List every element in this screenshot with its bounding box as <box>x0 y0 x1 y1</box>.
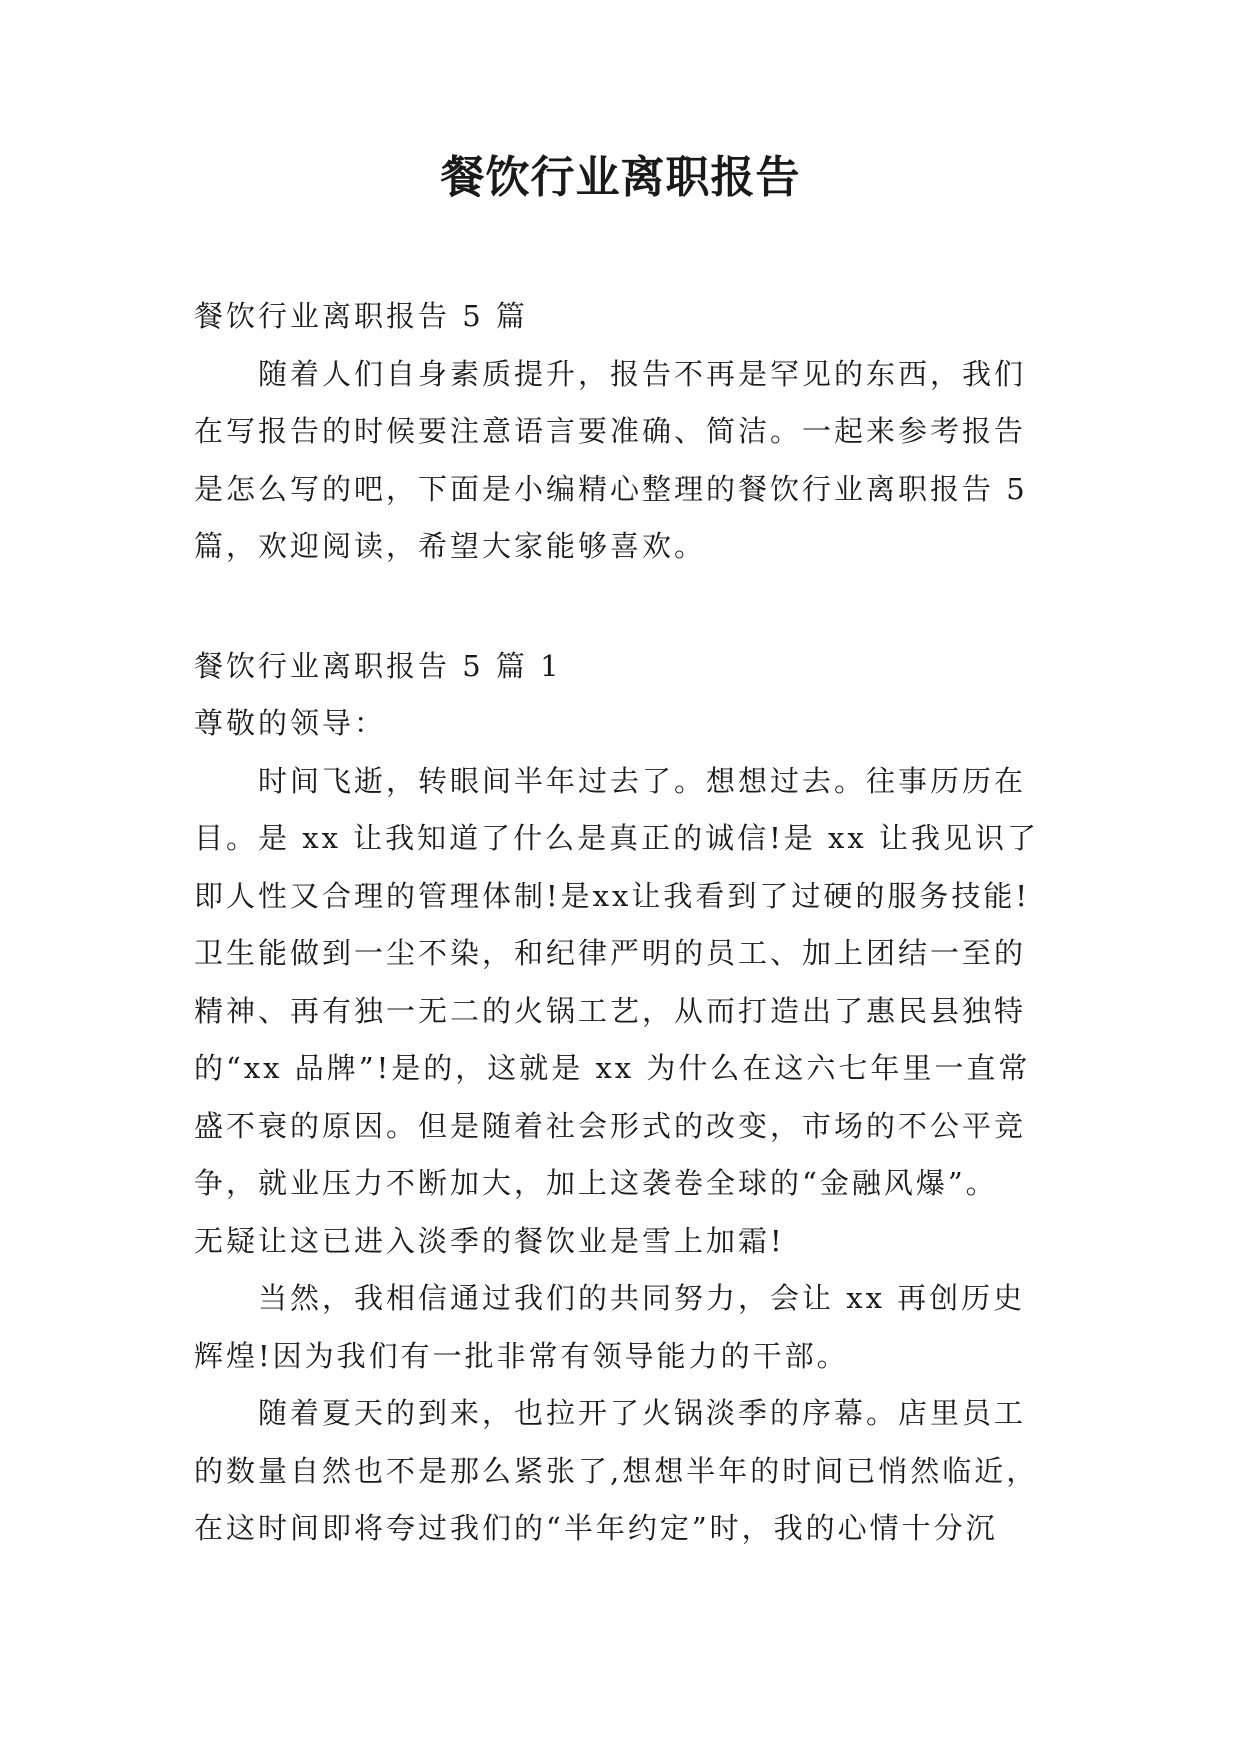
intro-paragraph <box>194 346 1054 576</box>
paragraph-line: 辉煌!因为我们有一批非常有领导能力的干部。 <box>194 1338 849 1373</box>
intro-line: 随着人们自身素质提升，报告不再是罕见的东西，我们 <box>258 356 1027 391</box>
paragraph-line: 争，就业压力不断加大，加上这袭卷全球的“金融风爆”。 <box>194 1166 998 1200</box>
intro-line: 在写报告的时候要注意语言要准确、简洁。一起来参考报告 <box>194 414 1027 448</box>
intro-line: 篇，欢迎阅读，希望大家能够喜欢。 <box>194 529 707 563</box>
subtitle: 餐饮行业离职报告 5 篇 <box>194 299 528 333</box>
intro-line: 是怎么写的吧，下面是小编精心整理的餐饮行业离职报告 5 <box>194 471 1028 506</box>
paragraph-line: 的“xx 品牌”!是的，这就是 xx 为什么在这六七年里一直常 <box>194 1051 1031 1085</box>
section-spacer <box>194 576 1054 638</box>
paragraph-line: 目。是 xx 让我知道了什么是真正的诚信!是 xx 让我见识了 <box>194 821 1039 855</box>
paragraph-line: 卫生能做到一尘不染，和纪律严明的员工、加上团结一至的 <box>194 936 1027 970</box>
paragraph-line: 盛不衰的原因。但是随着社会形式的改变，市场的不公平竞 <box>194 1108 1027 1143</box>
body-paragraph-3 <box>194 1385 1054 1558</box>
paragraph-line: 即人性又合理的管理体制!是xx让我看到了过硬的服务技能! <box>194 878 1031 913</box>
document-body <box>194 288 1054 1558</box>
paragraph-line: 精神、再有独一无二的火锅工艺，从而打造出了惠民县独特 <box>194 993 1027 1028</box>
document-title: 餐饮行业离职报告 <box>440 152 801 203</box>
paragraph-line: 在这时间即将夸过我们的“半年约定”时，我的心情十分沉 <box>194 1511 998 1545</box>
paragraph-line: 当然，我相信通过我们的共同努力，会让 xx 再创历史 <box>258 1281 1026 1315</box>
body-paragraph-2 <box>194 1270 1054 1385</box>
paragraph-line: 的数量自然也不是那么紧张了,想想半年的时间已悄然临近， <box>194 1453 1039 1488</box>
paragraph-line: 随着夏天的到来，也拉开了火锅淡季的序幕。店里员工 <box>258 1396 1027 1430</box>
body-paragraph-1 <box>194 753 1054 1271</box>
paragraph-line: 时间飞逝，转眼间半年过去了。想想过去。往事历历在 <box>258 763 1027 798</box>
paragraph-line: 无疑让这已进入淡季的餐饮业是雪上加霜! <box>194 1223 785 1258</box>
section-heading: 餐饮行业离职报告 5 篇 1 <box>194 648 562 683</box>
salutation: 尊敬的领导： <box>194 706 387 740</box>
